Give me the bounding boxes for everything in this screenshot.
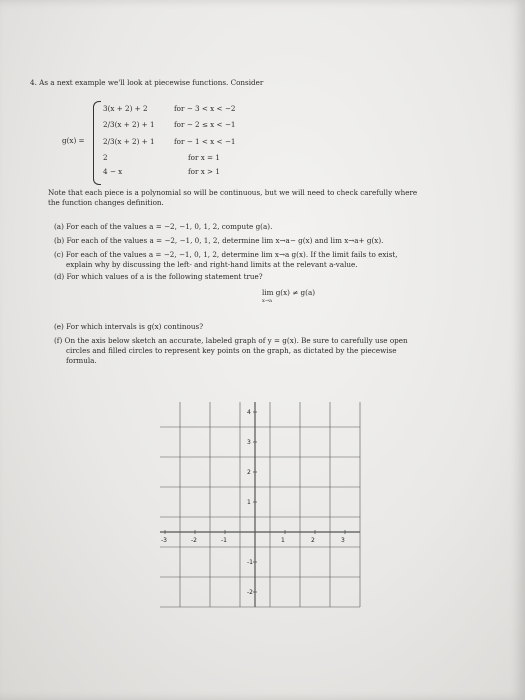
part-d: (d) For which values of a is the following statement true?	[54, 272, 263, 281]
piece-4-expr: 2	[103, 153, 108, 162]
part-a: (a) For each of the values a = −2, −1, 0, 1, 2, compute g(a).	[54, 222, 273, 231]
problem-heading: 4. As a next example we'll look at piecewise functions. Consider	[30, 78, 264, 87]
part-c-line-2: explain why by discussing the left- and right-hand limits at the relevant a-value.	[66, 260, 358, 269]
graph-axes[interactable]	[160, 402, 370, 618]
piece-2-cond: for − 2 ≤ x < −1	[174, 120, 236, 129]
piece-3-cond: for − 1 < x < −1	[174, 137, 236, 146]
piece-1-cond: for − 3 < x < −2	[174, 104, 236, 113]
piece-5-cond: for x > 1	[188, 167, 220, 176]
y-tick-label: 2	[247, 469, 251, 476]
limit-statement: lim g(x) ≠ g(a)	[262, 288, 316, 297]
function-label: g(x) =	[62, 136, 85, 145]
x-tick-label: 3	[341, 537, 345, 544]
part-c-line-1: (c) For each of the values a = −2, −1, 0, 1, 2, determine lim x→a g(x). If the limit fails to exist,	[54, 250, 398, 259]
part-f-line-1: (f) On the axis below sketch an accurate, labeled graph of y = g(x). Be sure to carefully use open	[54, 336, 408, 345]
y-tick-label: 1	[247, 499, 251, 506]
piecewise-brace	[93, 101, 101, 185]
x-tick-label: -2	[191, 537, 197, 544]
y-tick-label: 3	[247, 439, 251, 446]
note-line-1: Note that each piece is a polynomial so will be continuous, but we will need to check carefully where	[48, 188, 418, 197]
x-tick-label: -1	[221, 537, 227, 544]
x-tick-label: 2	[311, 537, 315, 544]
piece-4-cond: for x = 1	[188, 153, 220, 162]
piece-2-expr: 2/3(x + 2) + 1	[103, 120, 155, 129]
part-f-line-2: circles and filled circles to represent key points on the graph, as dictated by the piecewise	[66, 346, 397, 355]
x-tick-label: 1	[281, 537, 285, 544]
y-tick-label: -1	[247, 559, 253, 566]
part-f-line-3: formula.	[66, 356, 97, 365]
y-tick-label: 4	[247, 409, 251, 416]
note-line-2: the function changes definition.	[48, 198, 164, 207]
piece-5-expr: 4 − x	[103, 167, 123, 176]
x-tick-label: -3	[161, 537, 167, 544]
piece-3-expr: 2/3(x + 2) + 1	[103, 137, 155, 146]
y-tick-label: -2	[247, 589, 253, 596]
limit-subscript: x→a	[262, 298, 272, 304]
part-e: (e) For which intervals is g(x) continous?	[54, 322, 204, 331]
part-b: (b) For each of the values a = −2, −1, 0, 1, 2, determine lim x→a− g(x) and lim x→a+ g(x).	[54, 236, 384, 245]
piece-1-expr: 3(x + 2) + 2	[103, 104, 148, 113]
